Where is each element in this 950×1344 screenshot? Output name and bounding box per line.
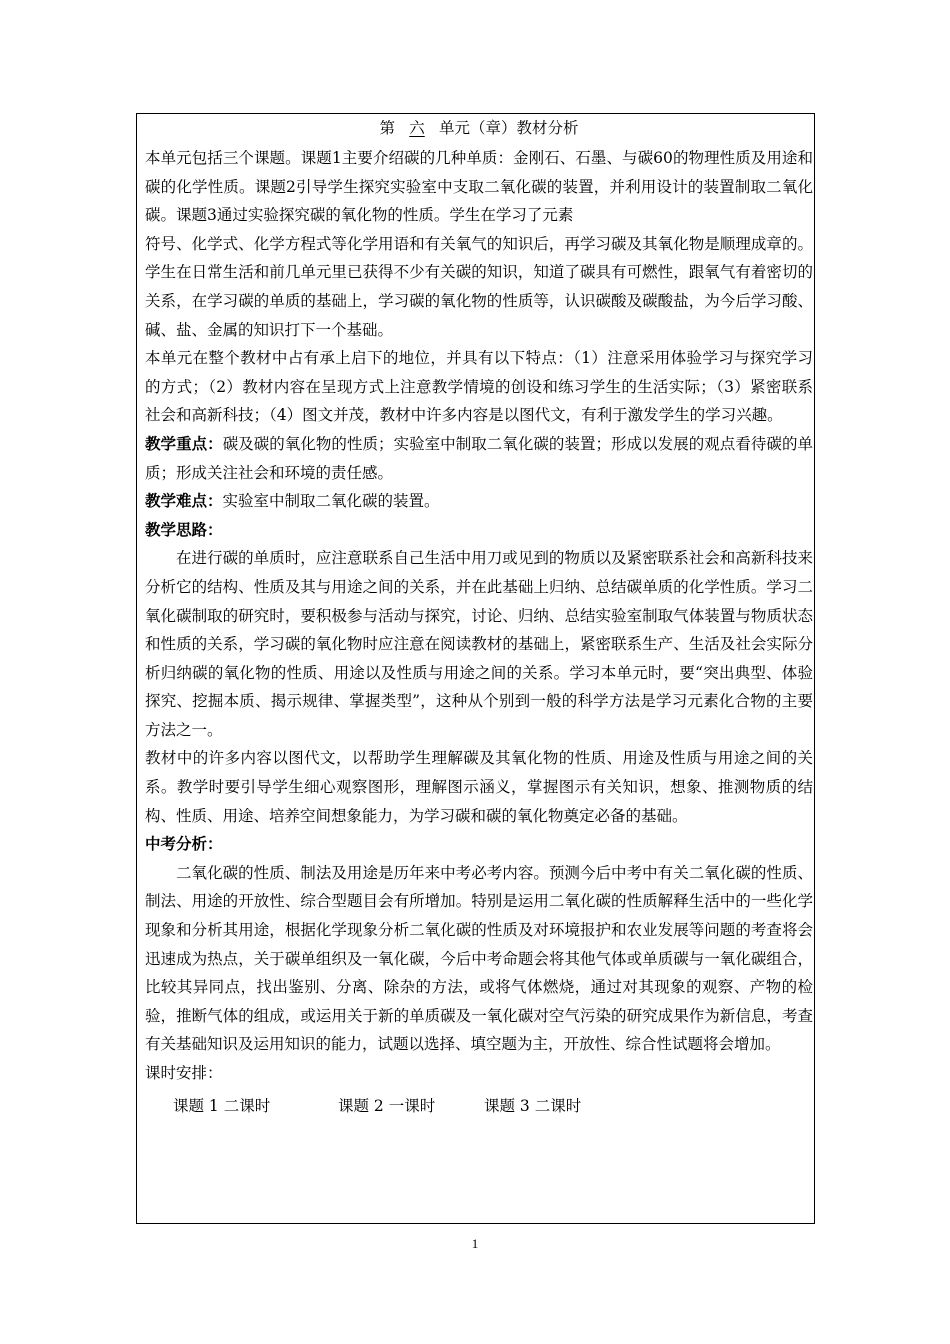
intro-paragraph: 本单元包括三个课题。课题1主要介绍碳的几种单质：金刚石、石墨、与碳60的物理性质及用途和碳的化学性质。课题2引导学生探究实验室中支取二氧化碳的装置，并利用设计的装置制取二氧化碳。课题3通过实验探究碳的氧化物的性质。学生在学习了元素 bbox=[145, 149, 813, 225]
difficulties-label: 教学难点： bbox=[145, 491, 223, 511]
schedule-list bbox=[145, 1092, 813, 1121]
title-prefix: 第 bbox=[379, 119, 396, 137]
key-points-text: 碳及碳的氧化物的性质；实验室中制取二氧化碳的装置；形成以发展的观点看待碳的单质；形成关注社会和环境的责任感。 bbox=[145, 434, 813, 482]
features-paragraph: 本单元在整个教材中占有承上启下的地位，并具有以下特点：（1）注意采用体验学习与探究学习的方式；（2）教材内容在呈现方式上注意教学情境的创设和练习学生的生活实际；（3）紧密联系社会和高新科技；（4）图文并茂，教材中许多内容是以图代文，有利于激发学生的学习兴趣。 bbox=[145, 349, 813, 425]
schedule-item: 课题 3 二课时 bbox=[484, 1096, 582, 1115]
figures-paragraph: 教材中的许多内容以图代文，以帮助学生理解碳及其氧化物的性质、用途及性质与用途之间的关系。教学时要引导学生细心观察图形，理解图示涵义，掌握图示有关知识，想象、推测物质的结构、性质、用途、培养空间想象能力，为学习碳和碳的氧化物奠定必备的基础。 bbox=[145, 749, 813, 825]
approach-heading: 教学思路： bbox=[145, 519, 223, 539]
title-unit-number: 六 bbox=[409, 119, 425, 137]
schedule-heading: 课时安排： bbox=[145, 1064, 223, 1082]
schedule-item: 课题 2 一课时 bbox=[338, 1096, 436, 1115]
schedule-item: 课题 1 二课时 bbox=[173, 1096, 271, 1115]
document-title bbox=[145, 114, 813, 144]
page-number: 1 bbox=[471, 1236, 479, 1251]
key-points-label: 教学重点： bbox=[145, 433, 223, 453]
exam-heading: 中考分析： bbox=[145, 834, 223, 854]
document-table-cell bbox=[136, 113, 815, 1224]
key-points-paragraph bbox=[145, 430, 813, 487]
intro-paragraph-continued: 符号、化学式、化学方程式等化学用语和有关氧气的知识后，再学习碳及其氧化物是顺理成章的。学生在日常生活和前几单元里已获得不少有关碳的知识，知道了碳具有可燃性，跟氧气有着密切的关系，在学习碳的单质的基础上，学习碳的氧化物的性质等，认识碳酸及碳酸盐，为今后学习酸、碱、盐、金属的知识打下一个基础。 bbox=[145, 234, 813, 339]
exam-paragraph: 二氧化碳的性质、制法及用途是历年来中考必考内容。预测今后中考中有关二氧化碳的性质、制法、用途的开放性、综合型题目会有所增加。特别是运用二氧化碳的性质解释生活中的一些化学现象和分析其用途，根据化学现象分析二氧化碳的性质及对环境报护和农业发展等问题的考查将会迅速成为热点，关于碳单组织及一氧化碳，今后中考命题会将其他气体或单质碳与一氧化碳组合，比较其异同点，找出鉴别、分离、除杂的方法，或将气体燃烧，通过对其现象的观察、产物的检验，推断气体的组成，或运用关于新的单质碳及一氧化碳对空气污染的研究成果作为新信息，考查有关基础知识及运用知识的能力，试题以选择、填空题为主，开放性、综合性试题将会增加。 bbox=[145, 863, 813, 1054]
title-suffix: 单元（章）教材分析 bbox=[438, 119, 579, 137]
difficulties-text: 实验室中制取二氧化碳的装置。 bbox=[222, 492, 440, 511]
document-content bbox=[145, 114, 813, 1120]
approach-paragraph: 在进行碳的单质时，应注意联系自己生活中用刀或见到的物质以及紧密联系社会和高新科技来分析它的结构、性质及其与用途之间的关系，并在此基础上归纳、总结碳单质的化学性质。学习二氧化碳制取的研究时，要积极参与活动与探究，讨论、归纳、总结实验室制取气体装置与物质状态和性质的关系，学习碳的氧化物时应注意在阅读教材的基础上，紧密联系生产、生活及社会实际分析归纳碳的氧化物的性质、用途以及性质与用途之间的关系。学习本单元时，要“突出典型、体验探究、挖掘本质、揭示规律、掌握类型”，这种从个别到一般的科学方法是学习元素化合物的主要方法之一。 bbox=[145, 549, 813, 739]
difficulties-paragraph bbox=[145, 487, 813, 516]
